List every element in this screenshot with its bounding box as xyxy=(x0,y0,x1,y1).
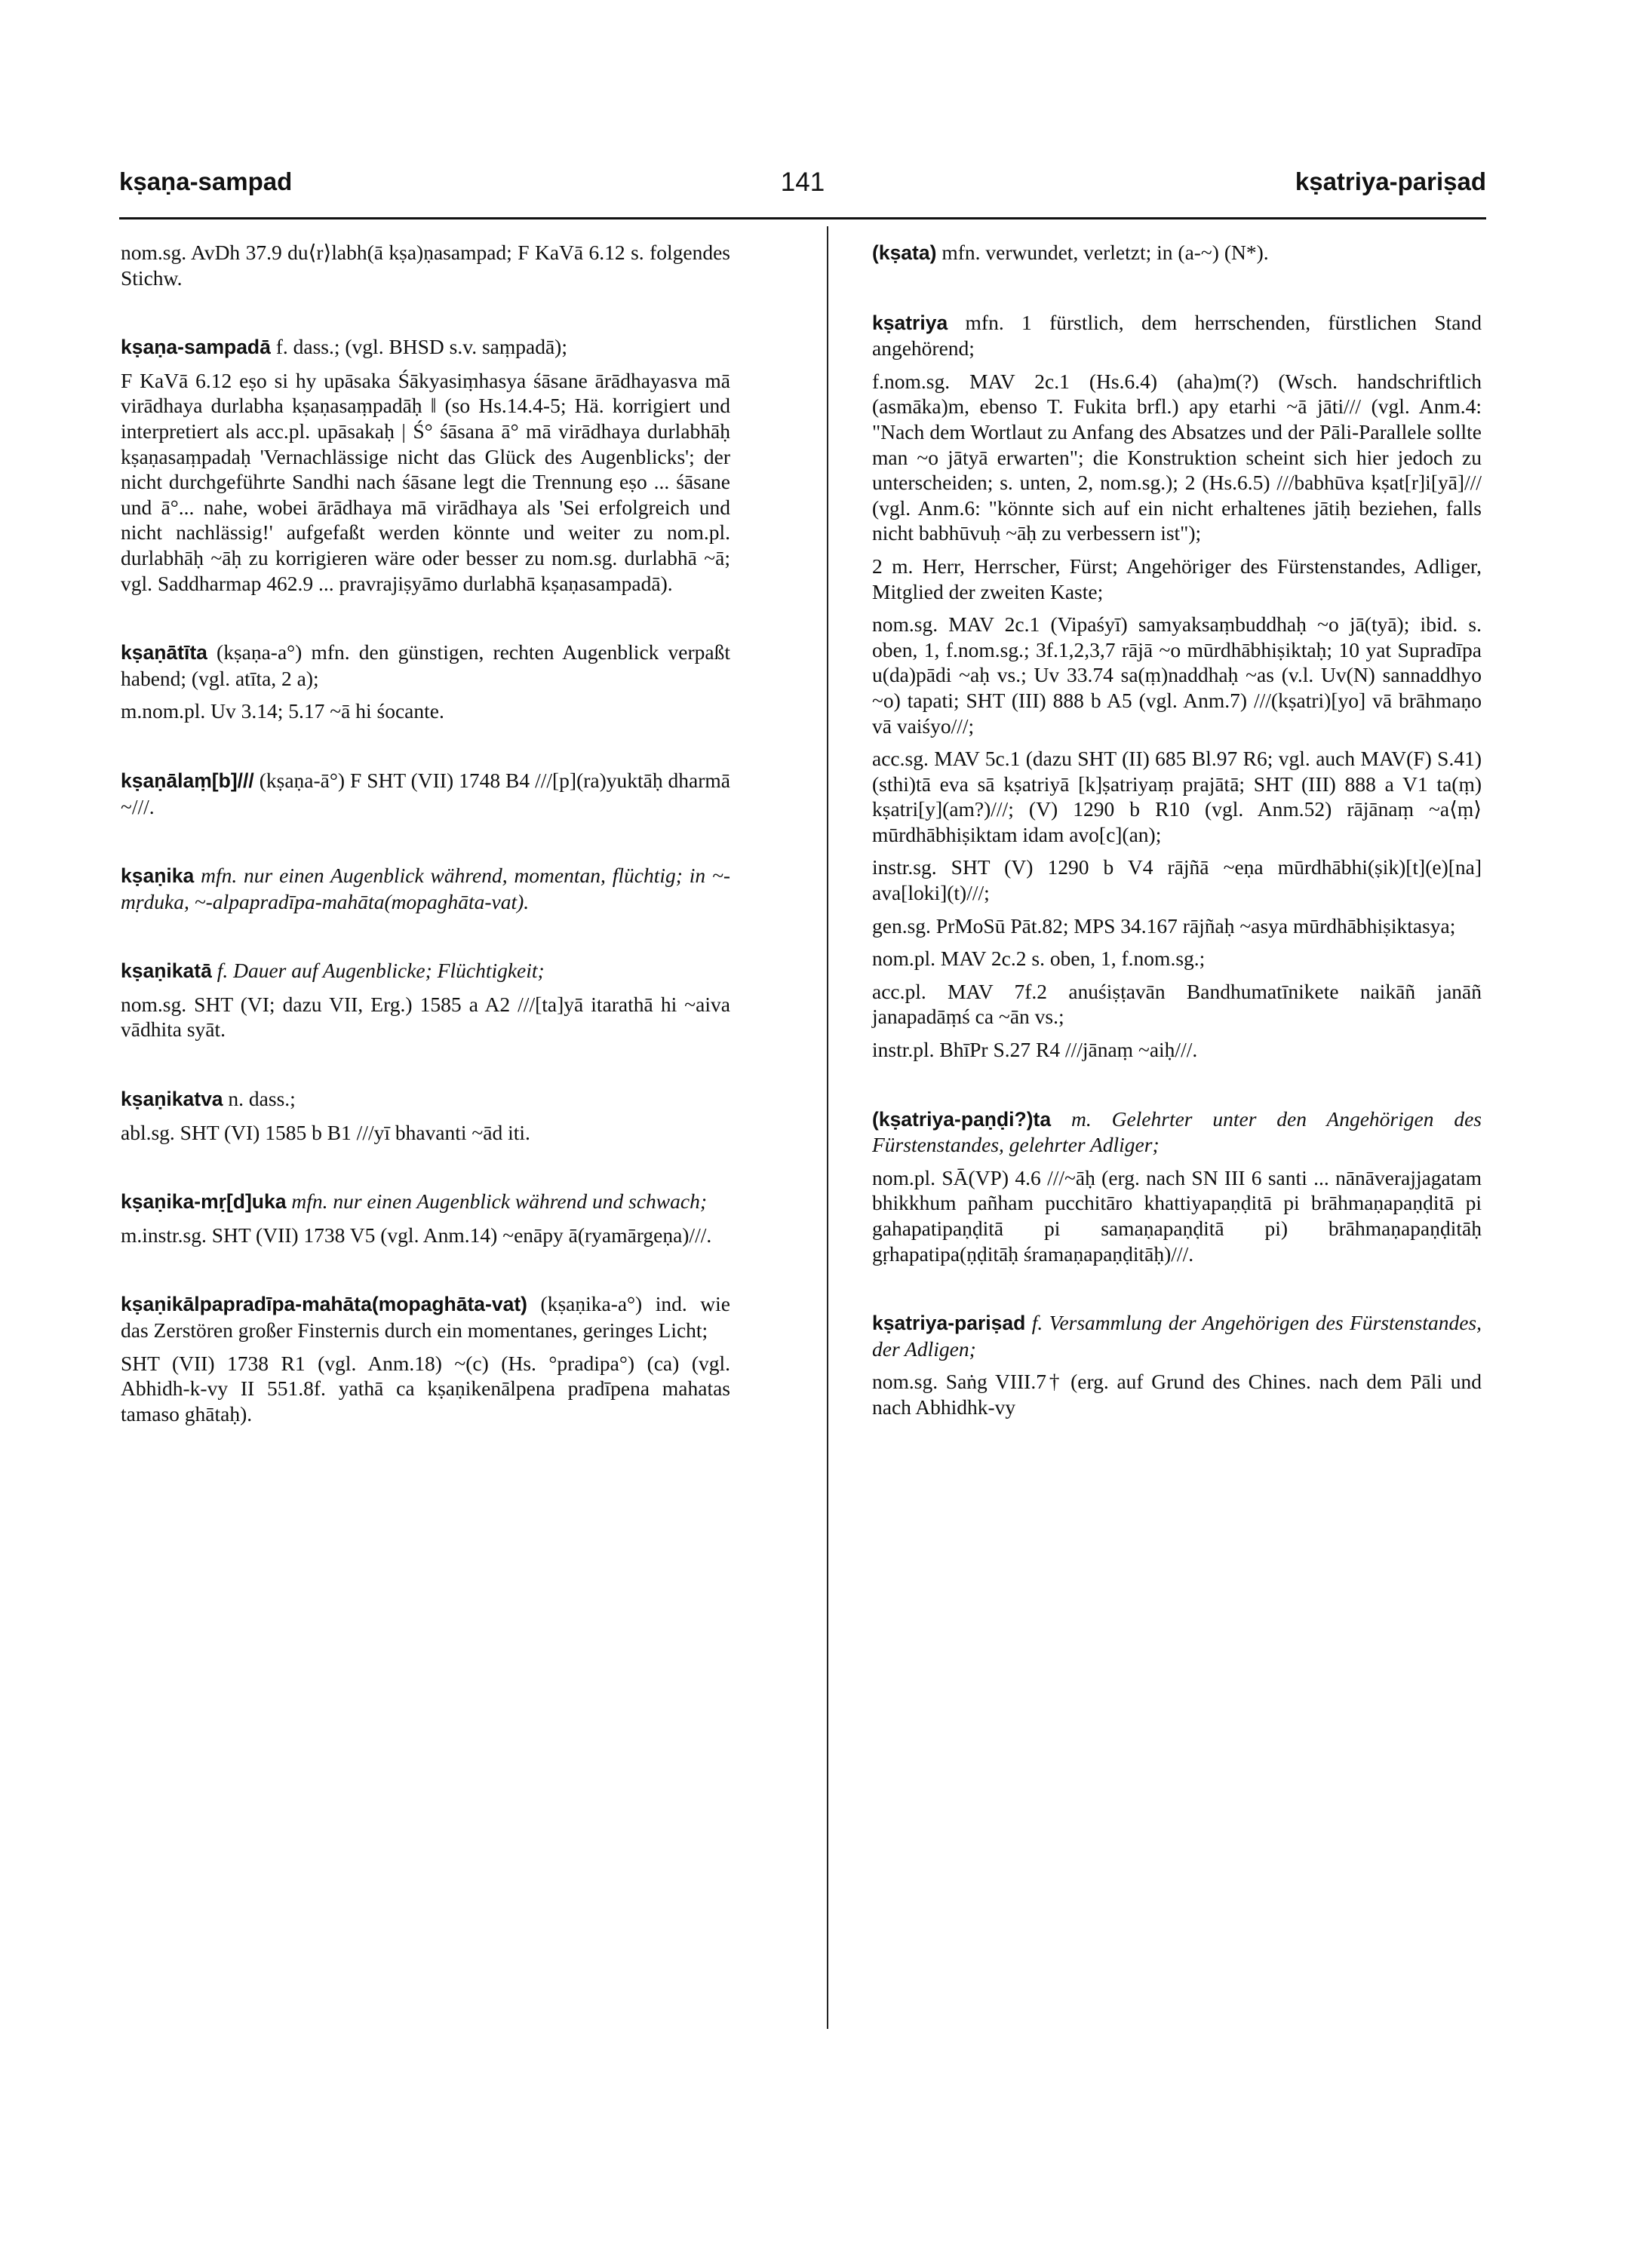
lemma: kṣaṇika xyxy=(121,864,195,888)
entry-text: nom.sg. AvDh 37.9 du⟨r⟩labh(ā kṣa)ṇasampad; F KaVā 6.12 s. folgendes Stichw. xyxy=(121,241,730,290)
entry-ksanika xyxy=(121,863,730,914)
entry-head xyxy=(872,1106,1482,1158)
citation: nom.sg. SHT (VI; dazu VII, Erg.) 1585 a A2 ///[ta]yā itarathā hi ~aiva vādhita syāt. xyxy=(121,992,730,1042)
header-last-lemma: kṣatriya-pariṣad xyxy=(1295,167,1486,195)
lemma: kṣatriya-pariṣad xyxy=(872,1312,1026,1335)
definition: n. dass.; xyxy=(228,1087,296,1111)
citation: nom.sg. MAV 2c.1 (Vipaśyī) samyaksaṃbuddhaḥ ~o jā(tyā); ibid. s. oben, 1, f.nom.sg.; 3f.1,2,3,7 rājā ~o mūrdhābhiṣiktaḥ; 10 yat Supradīpa u(da)pādi ~aḥ vs.; Uv 33.74 sa(ṃ)naddhaḥ ~as (v.l. Uv(N) sannaddhyo ~o) tapati; SHT (III) 888 b A5 (vgl. Anm.7) ///(kṣatri)[yo] vā brāhmaṇo vā vaiśyo///; xyxy=(872,612,1482,738)
lemma: (kṣatriya-paṇḍi?)ta xyxy=(872,1107,1052,1131)
definition: mfn. nur einen Augenblick während, momentan, flüchtig; in ~-mṛduka, ~-alpapradīpa-mahāta(mopaghāta-vat). xyxy=(121,864,730,913)
entry-ksanalamb xyxy=(121,768,730,819)
definition: f. Versammlung der Angehörigen des Fürstenstandes, der Adligen; xyxy=(872,1311,1482,1361)
column-divider xyxy=(827,226,828,2029)
lemma: kṣaṇātīta xyxy=(121,641,207,664)
citation: f.nom.sg. MAV 2c.1 (Hs.6.4) (aha)m(?) (Wsch. handschriftlich (asmāka)m, ebenso T. Fukita brfl.) apy etarhi ~ā jāti/// (vgl. Anm.4: "Nach dem Wortlaut zu Anfang des Absatzes und der Pāli-Parallele sollte man ~o jātyā erwarten"; die Konstruktion scheint sich hier jedoch zu unterscheiden; s. unten, 2, nom.sg.); 2 (Hs.6.5) ///babhūva kṣat[r]i[yā]/// (vgl. Anm.6: "könnte sich auf ein nicht erhaltenes jātiḥ beziehen, falls nicht babhūvuḥ ~āḥ zu verbessern ist"); xyxy=(872,369,1482,545)
entry-head xyxy=(121,1086,730,1113)
lemma: kṣaṇika-mṛ[d]uka xyxy=(121,1190,287,1214)
definition: (kṣaṇa-a°) mfn. den günstigen, rechten Augenblick verpaßt habend; (vgl. atīta, 2 a); xyxy=(121,640,730,690)
entry-ksana-sampad-continued xyxy=(121,240,730,290)
lemma: kṣatriya xyxy=(872,311,948,334)
entry-head xyxy=(121,640,730,691)
sense-2: 2 m. Herr, Herrscher, Fürst; Angehöriger des Fürstenstandes, Adliger, Mitglied der zweiten Kaste; xyxy=(872,554,1482,603)
header-rule xyxy=(119,217,1486,219)
entry-ksanikatva xyxy=(121,1086,730,1145)
entry-ksana-sampada xyxy=(121,334,730,596)
lemma: (kṣata) xyxy=(872,241,937,264)
running-header xyxy=(119,167,1486,213)
citation: nom.pl. SĀ(VP) 4.6 ///~āḥ (erg. nach SN III 6 santi ... nānāverajjagatam bhikkhum pañham pucchitāro khattiyapaṇḍitā pi brāhmaṇapaṇḍitā pi gahapatipaṇḍitā pi samaṇapaṇḍitā pi) brāhmaṇapaṇḍitāḥ gṛhapatipa(ṇḍitāḥ śramaṇapaṇḍitāḥ)///. xyxy=(872,1165,1482,1266)
definition: mfn. 1 fürstlich, dem herrschenden, fürstlichen Stand angehörend; xyxy=(872,310,1482,361)
entry-head xyxy=(121,1291,730,1343)
entry-ksanikata xyxy=(121,958,730,1042)
entry-head xyxy=(121,863,730,914)
entry-ksatriya-parisad xyxy=(872,1310,1482,1419)
entry-ksata xyxy=(872,240,1482,266)
citation: instr.pl. BhīPr S.27 R4 ///jānaṃ ~aiḥ///. xyxy=(872,1038,1198,1062)
citation: abl.sg. SHT (VI) 1585 b B1 ///yī bhavanti ~ād iti. xyxy=(121,1120,530,1144)
citation: gen.sg. PrMoSū Pāt.82; MPS 34.167 rājñaḥ ~asya mūrdhābhiṣiktasya; xyxy=(872,913,1456,938)
citation: m.instr.sg. SHT (VII) 1738 V5 (vgl. Anm.14) ~enāpy ā(ryamārgeṇa)///. xyxy=(121,1223,712,1247)
citation: instr.sg. SHT (V) 1290 b V4 rājñā ~eṇa mūrdhābhi(ṣik)[t](e)[na] ava[loki](t)///; xyxy=(872,855,1482,905)
entry-head xyxy=(121,958,730,984)
header-first-lemma: kṣaṇa-sampad xyxy=(119,167,293,195)
entry-head xyxy=(872,240,1482,266)
lemma: kṣaṇikatā xyxy=(121,959,212,983)
definition: (kṣaṇa-ā°) F SHT (VII) 1748 B4 ///[p](ra)yuktāḥ dharmā ~///. xyxy=(121,768,731,818)
definition: f. Dauer auf Augenblicke; Flüchtigkeit; xyxy=(217,959,545,983)
entry-ksanatita xyxy=(121,640,730,724)
entry-ksatriya xyxy=(872,310,1482,1063)
lemma: kṣaṇikatva xyxy=(121,1088,223,1111)
lemma: kṣaṇālaṃ[b]/// xyxy=(121,769,254,792)
entry-head xyxy=(872,1310,1482,1361)
entry-head xyxy=(121,1189,730,1215)
entry-ksanikalpapradipa xyxy=(121,1291,730,1426)
entry-head xyxy=(121,334,730,361)
entry-ksatriya-pandita xyxy=(872,1106,1482,1267)
citation: SHT (VII) 1738 R1 (vgl. Anm.18) ~(c) (Hs. °pradipa°) (ca) (vgl. Abhidh-k-vy II 551.8f. yathā ca kṣaṇikenālpena pradīpena mahatas tamaso ghātaḥ). xyxy=(121,1351,730,1426)
definition: mfn. verwundet, verletzt; in (a-~) (N*). xyxy=(941,241,1269,264)
entry-head xyxy=(121,768,730,819)
entry-ksanika-mrduka xyxy=(121,1189,730,1248)
right-column xyxy=(872,240,1482,1464)
citation: m.nom.pl. Uv 3.14; 5.17 ~ā hi śocante. xyxy=(121,699,444,723)
lemma: kṣaṇikālpapradīpa-mahāta(mopaghāta-vat) xyxy=(121,1293,527,1316)
citation: F KaVā 6.12 eṣo si hy upāsaka Śākyasiṃhasya śāsane ārādhayasva mā virādhaya durlabha kṣaṇasaṃpadāḥ ‖ (so Hs.14.4-5; Hä. korrigiert und interpretiert als acc.pl. upāsakaḥ | Ś° śāsana ā° mā virādhaya durlabhāḥ kṣaṇasaṃpadaḥ 'Vernachlässige nicht das Glück des Augenblicks'; der nicht durchgeführte Sandhi nach śāsane legt die Trennung eṣo ... śāsane und ā°... nahe, wobei ārādhaya mā virādhaya als 'Sei erfolgreich und nicht nachlässig!' aufgefaßt werden könnte und weiter zu nom.pl. durlabhāḥ ~āḥ zu korrigieren wäre oder besser zu nom.sg. durlabhā ~ā; vgl. Saddharmap 462.9 ... pravrajiṣyāmo durlabhā kṣaṇasampadā). xyxy=(121,368,730,595)
citation: nom.pl. MAV 2c.2 s. oben, 1, f.nom.sg.; xyxy=(872,947,1206,971)
page-number: 141 xyxy=(780,167,825,197)
left-column xyxy=(121,240,730,1470)
citation: nom.sg. Saṅg VIII.7† (erg. auf Grund des Chines. nach dem Pāli und nach Abhidhk-vy xyxy=(872,1370,1482,1419)
definition: f. dass.; (vgl. BHSD s.v. saṃpadā); xyxy=(275,335,567,359)
entry-head xyxy=(872,310,1482,361)
definition: m. Gelehrter unter den Angehörigen des Fürstenstandes, gelehrter Adliger; xyxy=(872,1106,1482,1157)
definition: mfn. nur einen Augenblick während und schwach; xyxy=(291,1189,707,1214)
definition: (kṣaṇika-a°) ind. wie das Zerstören großer Finsternis durch ein momentanes, geringes Licht; xyxy=(121,1292,731,1343)
citation: acc.pl. MAV 7f.2 anuśiṣṭavān Bandhumatīnikete naikāñ janāñ janapadāṃś ca ~ān vs.; xyxy=(872,979,1482,1029)
citation: acc.sg. MAV 5c.1 (dazu SHT (II) 685 Bl.97 R6; vgl. auch MAV(F) S.41) (sthi)tā eva sā kṣatriyā [k]ṣatriyaṃ prajātā; SHT (III) 888 a V1 ta(ṃ) kṣatri[y](am?)///; (V) 1290 b R10 (vgl. Anm.52) rājānaṃ ~a⟨ṃ⟩ mūrdhābhiṣiktam idam avo[c](an); xyxy=(872,747,1482,846)
lemma: kṣaṇa-sampadā xyxy=(121,336,271,359)
